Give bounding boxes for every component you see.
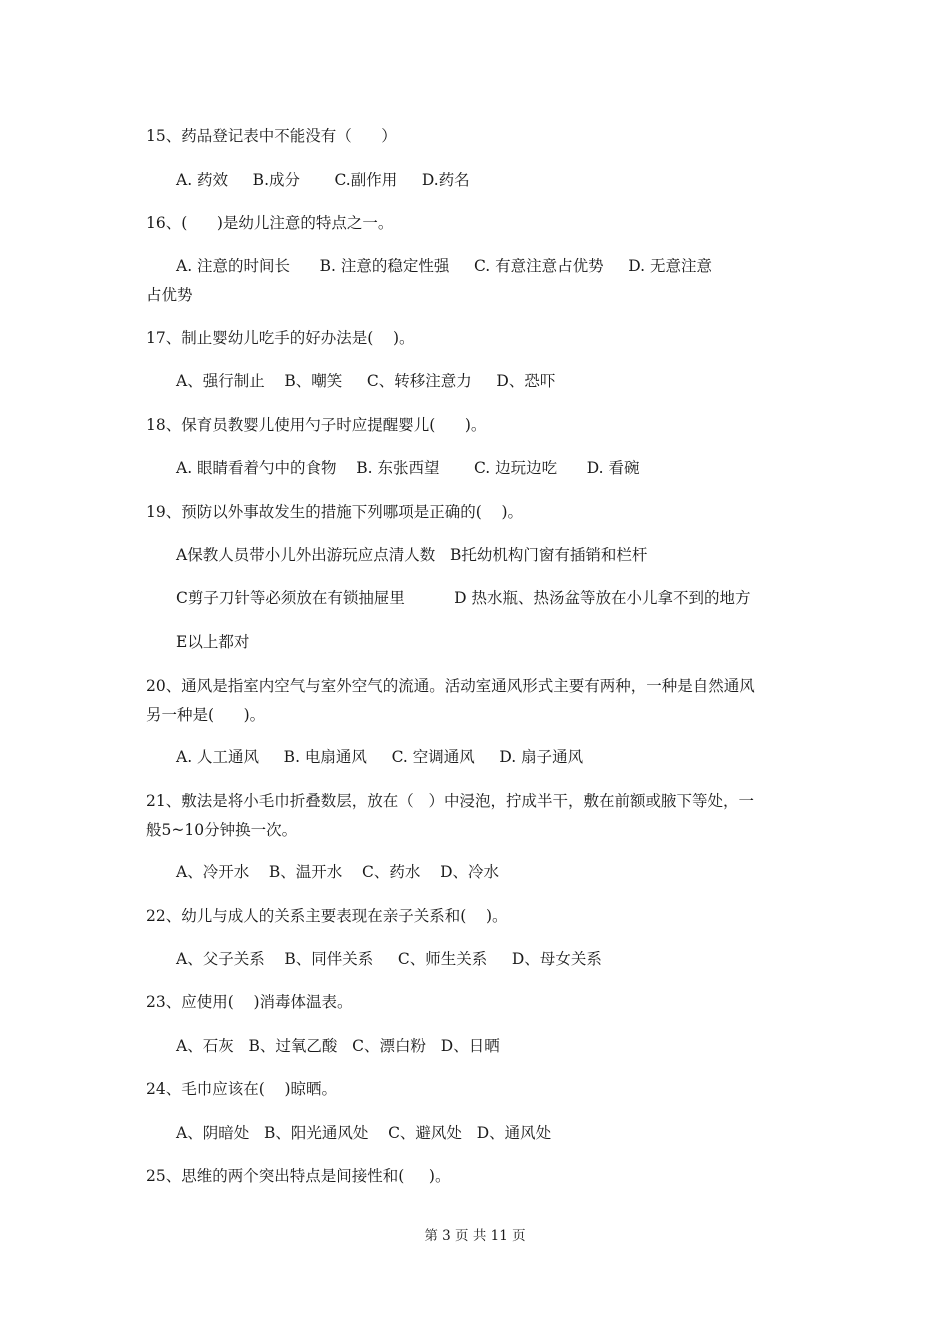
question-21-options: A、冷开水 B、温开水 C、药水 D、冷水 <box>176 863 499 881</box>
question-21: 21、敷法是将小毛巾折叠数层，放在（ ）中浸泡，拧成半干，敷在前额或腋下等处，一 <box>146 792 755 810</box>
question-21-continued: 般5~10分钟换一次。 <box>146 821 298 839</box>
question-17: 17、制止婴幼儿吃手的好办法是( )。 <box>146 329 415 347</box>
question-20-continued: 另一种是( )。 <box>146 706 266 724</box>
question-25: 25、思维的两个突出特点是间接性和( )。 <box>146 1167 451 1185</box>
question-16: 16、( )是幼儿注意的特点之一。 <box>146 214 394 232</box>
question-15: 15、药品登记表中不能没有（ ） <box>146 127 397 145</box>
page-number-footer: 第 3 页 共 11 页 <box>424 1228 526 1244</box>
question-18: 18、保育员教婴儿使用勺子时应提醒婴儿( )。 <box>146 416 487 434</box>
question-17-options: A、强行制止 B、嘲笑 C、转移注意力 D、恐吓 <box>176 372 556 390</box>
question-22-options: A、父子关系 B、同伴关系 C、师生关系 D、母女关系 <box>176 950 602 968</box>
question-19-options-ab: A保教人员带小儿外出游玩应点清人数 B托幼机构门窗有插销和栏杆 <box>176 546 648 564</box>
question-23-options: A、石灰 B、过氧乙酸 C、漂白粉 D、日晒 <box>176 1037 500 1055</box>
question-16-options-continued: 占优势 <box>146 286 193 304</box>
question-19-options-e: E以上都对 <box>176 633 250 651</box>
question-24: 24、毛巾应该在( )晾晒。 <box>146 1080 338 1098</box>
question-22: 22、幼儿与成人的关系主要表现在亲子关系和( )。 <box>146 907 508 925</box>
question-19-options-cd: C剪子刀针等必须放在有锁抽屉里 D 热水瓶、热汤盆等放在小儿拿不到的地方 <box>176 589 751 607</box>
question-19: 19、预防以外事故发生的措施下列哪项是正确的( )。 <box>146 503 524 521</box>
question-24-options: A、阴暗处 B、阳光通风处 C、避风处 D、通风处 <box>176 1124 552 1142</box>
question-20: 20、通风是指室内空气与室外空气的流通。活动室通风形式主要有两种，一种是自然通风 <box>146 677 755 695</box>
question-15-options: A. 药效 B.成分 C.副作用 D.药名 <box>176 171 470 189</box>
question-18-options: A. 眼睛看着勺中的食物 B. 东张西望 C. 边玩边吃 D. 看碗 <box>176 459 640 477</box>
question-16-options: A. 注意的时间长 B. 注意的稳定性强 C. 有意注意占优势 D. 无意注意 <box>176 257 713 275</box>
question-20-options: A. 人工通风 B. 电扇通风 C. 空调通风 D. 扇子通风 <box>176 748 584 766</box>
question-23: 23、应使用( )消毒体温表。 <box>146 993 353 1011</box>
